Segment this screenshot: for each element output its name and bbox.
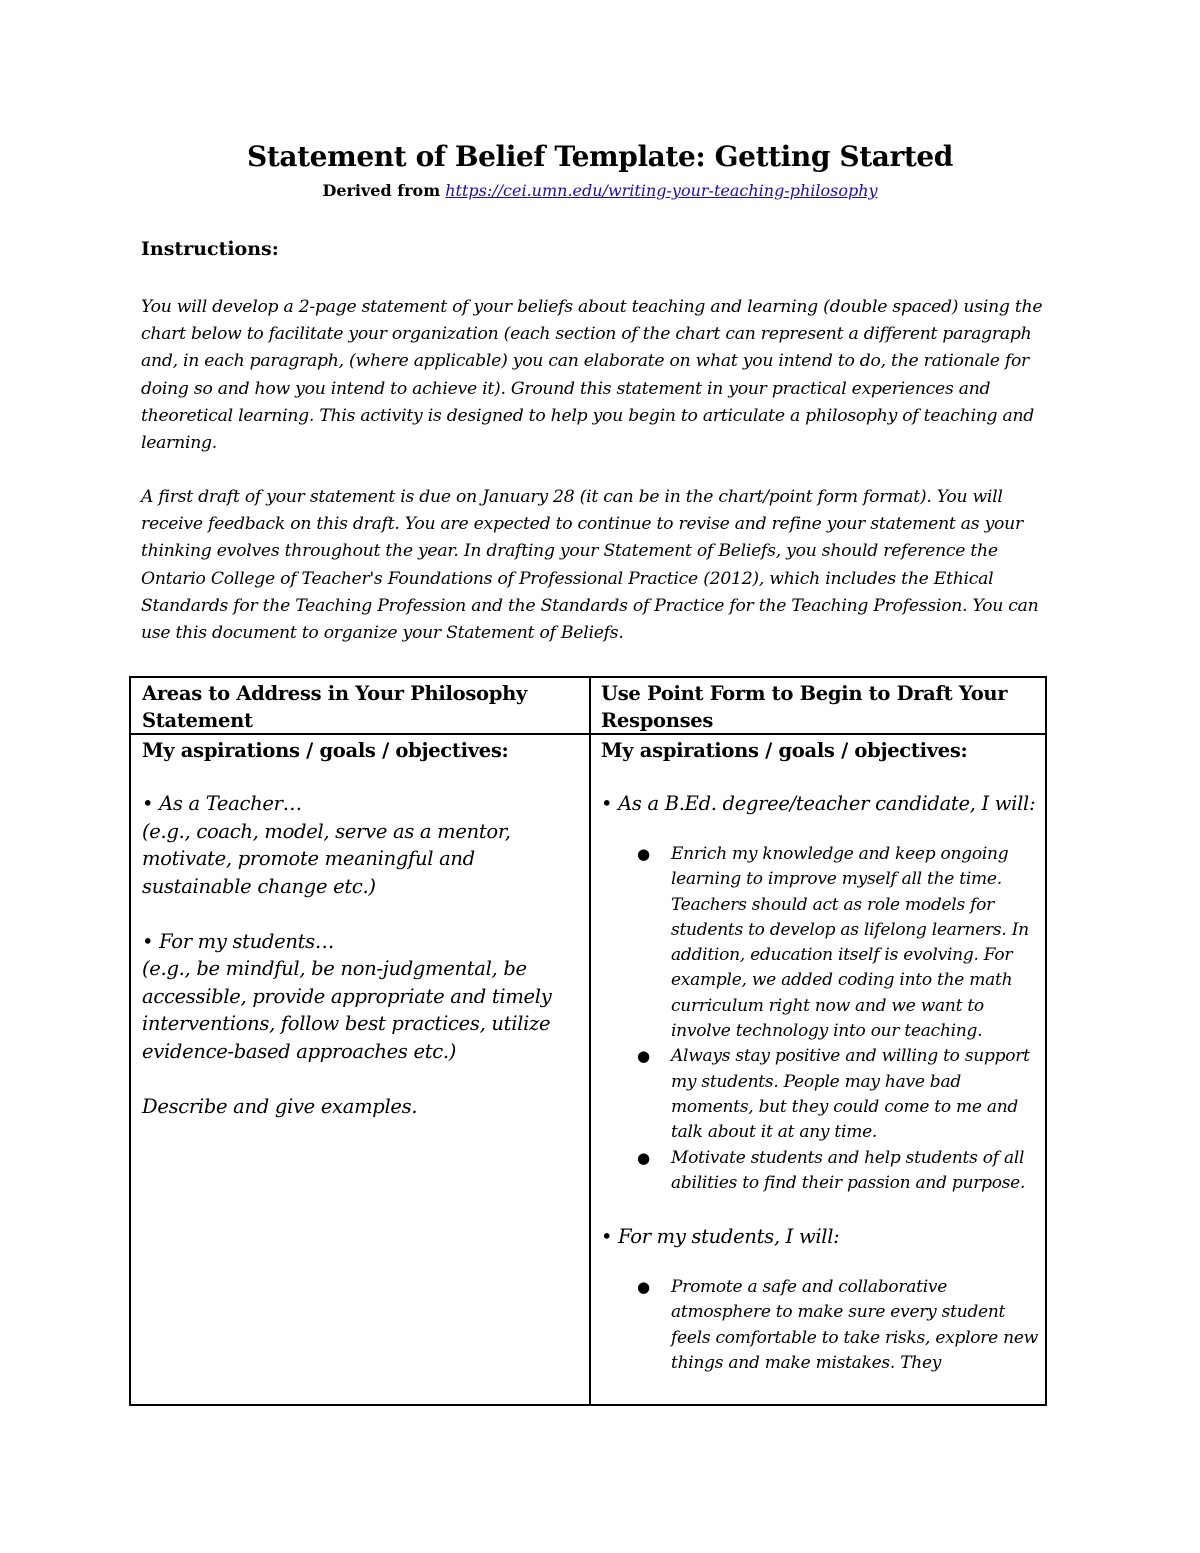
right-cell-body <box>601 790 1041 1376</box>
instructions-paragraph-2: A first draft of your statement is due on January 28 (it can be in the chart/point form format). You will receive feedback on this draft. You are expected to continue to revise and refine your statement as your thinking evolves throughout the year. In drafting your Statement of Beliefs, you should reference the Ontario College of Teacher's Foundations of Professional Practice (2012), which includes the Ethical Standards for the Teaching Profession and the Standards of Practice for the Teaching Profession. You can use this document to organize your Statement of Beliefs. <box>141 487 1039 644</box>
bullet-icon: ● <box>637 1148 650 1167</box>
instructions-heading: Instructions: <box>141 238 279 260</box>
instructions-paragraph-1: You will develop a 2-page statement of your beliefs about teaching and learning (double spaced) using the chart below to facilitate your organization (each section of the chart can represent a different paragraph and, in each paragraph, (where applicable) you can elaborate on what you intend to do, the rationale for doing so and how you intend to achieve it). Ground this statement in your practical experiences and theoretical learning. This activity is designed to help you begin to articulate a philosophy of teaching and learning. <box>141 297 1043 454</box>
list-item: ● Always stay positive and willing to support my students. People may have bad moments, but they could come to me and talk about it at any time. <box>637 1046 1030 1143</box>
derived-from-label: Derived from <box>322 181 441 200</box>
derived-from-line <box>0 181 1200 200</box>
candidate-label: • As a B.Ed. degree/teacher candidate, I will: <box>601 792 1036 815</box>
list-item: ● Enrich my knowledge and keep ongoing learning to improve myself all the time. Teachers should act as role models for students to develop as lifelong learners. In addition, education itself is evolving. For example, we added coding into the math curriculum right now and we want to involve technology into our teaching. <box>637 844 1029 1042</box>
teacher-examples: (e.g., coach, model, serve as a mentor, motivate, promote meaningful and sustainable change etc.) <box>142 819 511 898</box>
students-label: • For my students… <box>142 929 335 953</box>
source-link[interactable]: https://cei.umn.edu/writing-your-teaching-philosophy <box>445 181 878 200</box>
left-cell-body <box>142 790 582 1120</box>
bullet-icon: ● <box>637 1278 650 1297</box>
describe-instruction: Describe and give examples. <box>142 1094 418 1118</box>
bullet-icon: ● <box>637 1047 650 1066</box>
document-title: Statement of Belief Template: Getting Started <box>247 140 953 173</box>
students-will-label: • For my students, I will: <box>601 1225 840 1249</box>
table-header-areas: Areas to Address in Your Philosophy Statement <box>142 682 527 732</box>
teacher-label: • As a Teacher… <box>142 792 302 815</box>
left-subheading: My aspirations / goals / objectives: <box>142 739 509 762</box>
bullet-icon: ● <box>637 845 650 863</box>
table-header-responses: Use Point Form to Begin to Draft Your Responses <box>601 682 1008 732</box>
column-divider <box>589 678 591 1404</box>
right-subheading: My aspirations / goals / objectives: <box>601 739 968 762</box>
list-item: ● Motivate students and help students of all abilities to find their passion and purpose. <box>637 1147 1026 1193</box>
students-examples: (e.g., be mindful, be non-judgmental, be accessible, provide appropriate and timely interventions, follow best practices, utilize evidence-based approaches etc.) <box>142 957 552 1063</box>
students-points-list <box>601 1275 1041 1376</box>
philosophy-chart-table <box>129 676 1047 1406</box>
list-item: ● Promote a safe and collaborative atmosphere to make sure every student feels comfortable to take risks, explore new things and make mistakes. They <box>637 1277 1038 1374</box>
candidate-points-list <box>601 842 1041 1196</box>
